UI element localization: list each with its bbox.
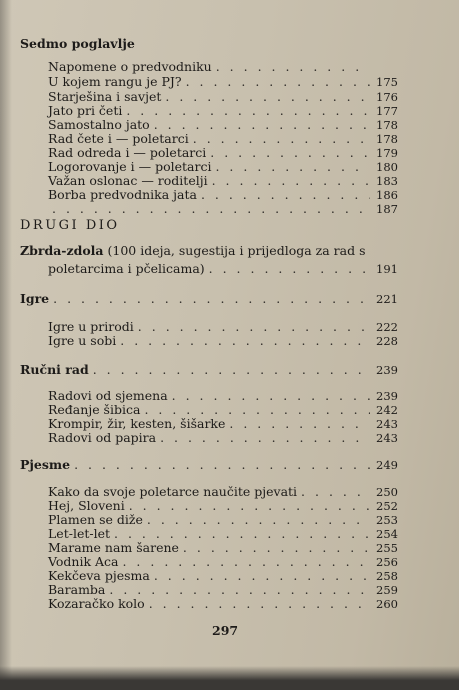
toc-entry: Starješina i savjet . . . 176 (48, 90, 398, 104)
toc-entry: Jato pri četi . . . 177 (48, 104, 398, 118)
zbrda-title: Zbrda-zdola (20, 243, 104, 258)
zbrda-line-1 (20, 243, 365, 258)
toc-entry: Rad odreda i — poletarci . . . 179 (48, 146, 398, 160)
toc-entry: Rad čete i — poletarci . . . 178 (48, 132, 398, 146)
chapter-heading: Sedmo poglavlje (20, 36, 135, 51)
toc-entry: Igre u sobi . . . 228 (48, 334, 398, 348)
toc-entry: Kako da svoje poletarce naučite pjevati . . . 250 (48, 485, 398, 499)
toc-entry: Radovi od sjemena . . . 239 (48, 389, 398, 403)
toc-entry: Važan oslonac — roditelji . . . 183 (48, 174, 398, 188)
toc-entry: Plamen se diže . . . 253 (48, 513, 398, 527)
toc-entry: Napomene o predvodniku . . . (48, 60, 398, 74)
toc-entry: Borba predvodnika jata . . . 186 (48, 188, 398, 202)
toc-entry: Marame nam šarene . . . 255 (48, 541, 398, 555)
toc-entry: Baramba . . . 259 (48, 583, 398, 597)
page-gutter-shadow (0, 0, 12, 690)
toc-entry: Vodnik Aca . . . 256 (48, 555, 398, 569)
page-bottom-shadow (0, 666, 459, 690)
part-heading: DRUGI DIO (20, 218, 120, 233)
toc-entry: Samostalno jato . . . 178 (48, 118, 398, 132)
toc-entry: Igre u prirodi . . . 222 (48, 320, 398, 334)
page-number: 297 (212, 623, 239, 638)
toc-entry: Ređanje šibica . . . 242 (48, 403, 398, 417)
toc-entry: Hej, Sloveni . . . 252 (48, 499, 398, 513)
toc-entry: U kojem rangu je PJ? . . . 175 (48, 75, 398, 89)
toc-entry: Logorovanje i — poletarci . . . 180 (48, 160, 398, 174)
toc-entry: Radovi od papira . . . 243 (48, 431, 398, 445)
section-heading: Pjesme . . . 249 (20, 458, 398, 472)
toc-entry: Kozaračko kolo . . . 260 (48, 597, 398, 611)
toc-entry: poletarcima i pčelicama) . . . 191 (48, 262, 398, 276)
section-heading: Igre . . . 221 (20, 292, 398, 306)
toc-entry: Kekčeva pjesma . . . 258 (48, 569, 398, 583)
zbrda-subtitle: (100 ideja, sugestija i prijedloga za rad s (107, 243, 366, 258)
toc-entry: Krompir, žir, kesten, šišarke . . . 243 (48, 417, 398, 431)
section-heading: Ručni rad . . . 239 (20, 363, 398, 377)
toc-entry: . . . 187 (48, 202, 398, 216)
toc-entry: Let-let-let . . . 254 (48, 527, 398, 541)
